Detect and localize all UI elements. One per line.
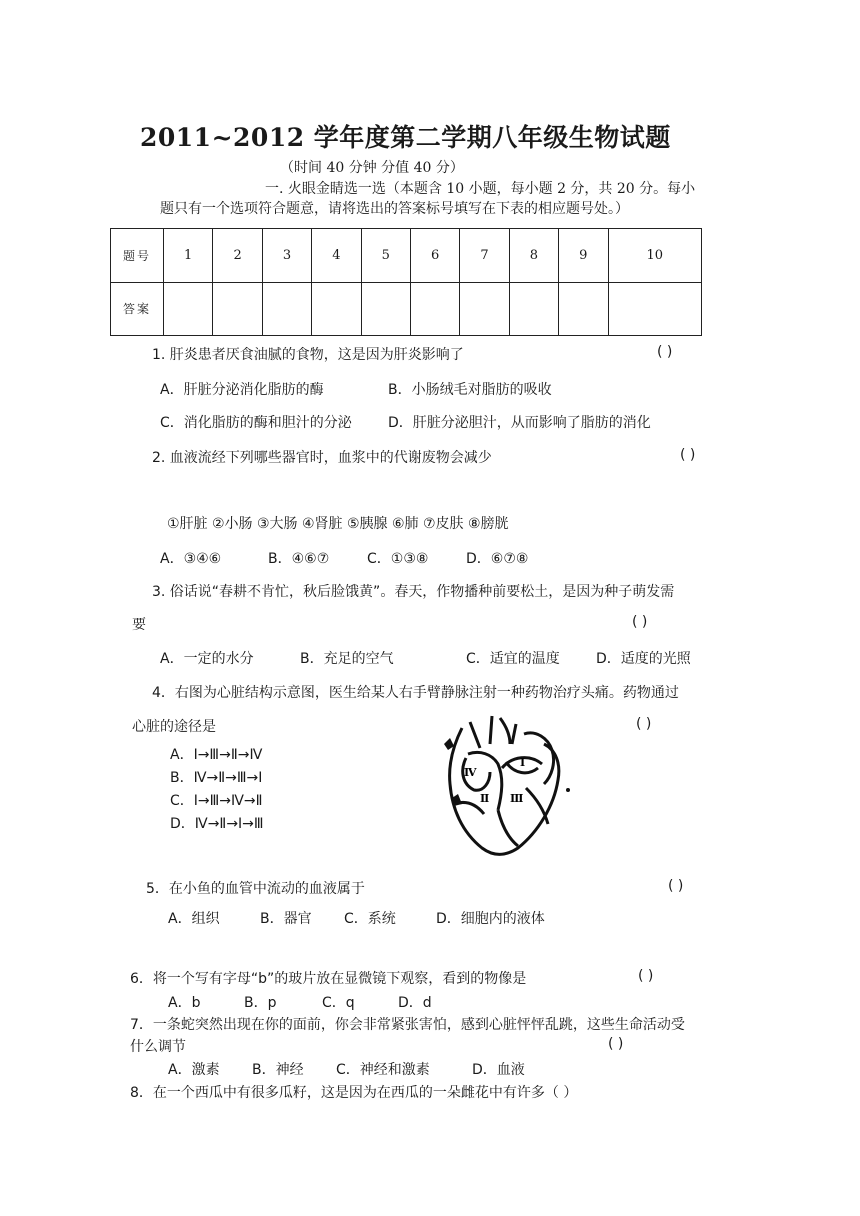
q5-option-c: C．系统 <box>344 911 396 927</box>
question-number-cell: 3 <box>262 229 311 283</box>
row-label-answer: 答案 <box>111 282 164 336</box>
row-label-number: 题号 <box>111 229 164 283</box>
q2-organ-list: ①肝脏 ②小肠 ③大肠 ④肾脏 ⑤胰腺 ⑥肺 ⑦皮肤 ⑧膀胱 <box>167 516 509 532</box>
q6-stem: 6．将一个写有字母“b”的玻片放在显微镜下观察，看到的物像是 <box>130 971 527 987</box>
q7-option-b: B．神经 <box>252 1062 304 1078</box>
q2-option-c: C．①③⑧ <box>367 551 429 567</box>
q1-option-b: B．小肠绒毛对脂肪的吸收 <box>388 382 552 398</box>
q1-option-c: C．消化脂肪的酶和胆汁的分泌 <box>160 415 352 431</box>
q3-option-a: A．一定的水分 <box>160 651 254 667</box>
q4-option-d: D．Ⅳ→Ⅱ→Ⅰ→Ⅲ <box>170 816 264 832</box>
q1-option-d: D．肝脏分泌胆汁，从而影响了脂肪的消化 <box>388 415 651 431</box>
answer-cell[interactable] <box>460 282 509 336</box>
answer-cell[interactable] <box>410 282 459 336</box>
answer-cell[interactable] <box>559 282 608 336</box>
q7-answer-blank[interactable]: ( ) <box>608 1036 624 1052</box>
q4-answer-blank[interactable]: ( ) <box>636 716 652 732</box>
q1-answer-blank[interactable]: ( ) <box>657 344 673 360</box>
answer-cell[interactable] <box>509 282 558 336</box>
heart-label-3: Ⅲ <box>510 792 524 805</box>
question-number-cell: 5 <box>361 229 410 283</box>
q8-stem: 8．在一个西瓜中有很多瓜籽，这是因为在西瓜的一朵雌花中有许多（ ） <box>130 1085 578 1101</box>
q7-option-c: C．神经和激素 <box>336 1062 430 1078</box>
q4-option-c: C．Ⅰ→Ⅲ→Ⅳ→Ⅱ <box>170 793 263 809</box>
q2-answer-blank[interactable]: ( ) <box>680 447 696 463</box>
answer-cell[interactable] <box>312 282 361 336</box>
exam-subtitle: （时间 40 分钟 分值 40 分） <box>280 160 464 176</box>
answer-table <box>110 228 702 336</box>
q6-option-b: B．p <box>244 995 277 1011</box>
q5-option-a: A．组织 <box>168 911 220 927</box>
exam-title: 2011~2012 学年度第二学期八年级生物试题 <box>140 123 671 152</box>
q4-stem-line1: 4．右图为心脏结构示意图，医生给某人右手臂静脉注射一种药物治疗头痛。药物通过 <box>152 685 679 701</box>
answer-table-answer-row <box>111 282 702 336</box>
q5-option-d: D．细胞内的液体 <box>436 911 545 927</box>
section-instructions-line1: 一. 火眼金睛选一选（本题含 10 小题，每小题 2 分，共 20 分。每小 <box>265 181 696 197</box>
question-number-cell: 9 <box>559 229 608 283</box>
heart-structure-diagram <box>440 714 574 860</box>
answer-cell[interactable] <box>262 282 311 336</box>
q6-option-a: A．b <box>168 995 201 1011</box>
question-number-cell: 2 <box>213 229 262 283</box>
section-instructions-line2: 题只有一个选项符合题意，请将选出的答案标号填写在下表的相应题号处。） <box>160 201 629 217</box>
q6-answer-blank[interactable]: ( ) <box>638 968 654 984</box>
answer-cell[interactable] <box>213 282 262 336</box>
q7-option-a: A．激素 <box>168 1062 220 1078</box>
q2-stem: 2. 血液流经下列哪些器官时，血浆中的代谢废物会减少 <box>152 450 492 466</box>
q5-stem: 5．在小鱼的血管中流动的血液属于 <box>146 881 365 897</box>
question-number-cell: 10 <box>608 229 701 283</box>
answer-cell[interactable] <box>164 282 213 336</box>
q2-option-a: A．③④⑥ <box>160 551 222 567</box>
q5-option-b: B．器官 <box>260 911 312 927</box>
q3-option-c: C．适宜的温度 <box>466 651 560 667</box>
q3-option-b: B．充足的空气 <box>300 651 394 667</box>
q7-stem-line1: 7．一条蛇突然出现在你的面前，你会非常紧张害怕，感到心脏怦怦乱跳，这些生命活动受 <box>130 1017 685 1033</box>
q3-option-d: D．适度的光照 <box>596 651 691 667</box>
q7-option-d: D．血液 <box>472 1062 525 1078</box>
q3-answer-blank[interactable]: ( ) <box>632 614 648 630</box>
q3-stem-line2: 要 <box>132 617 146 633</box>
q1-stem: 1. 肝炎患者厌食油腻的食物，这是因为肝炎影响了 <box>152 347 464 363</box>
q6-option-c: C．q <box>322 995 355 1011</box>
answer-cell[interactable] <box>608 282 701 336</box>
question-number-cell: 1 <box>164 229 213 283</box>
q2-option-d: D．⑥⑦⑧ <box>466 551 529 567</box>
q2-option-b: B．④⑥⑦ <box>268 551 330 567</box>
q6-option-d: D．d <box>398 995 432 1011</box>
q3-stem-line1: 3. 俗话说“春耕不肯忙，秋后脸饿黄”。春天，作物播种前要松土，是因为种子萌发需 <box>152 584 675 600</box>
heart-label-1: Ⅰ <box>520 756 526 769</box>
question-number-cell: 6 <box>410 229 459 283</box>
answer-cell[interactable] <box>361 282 410 336</box>
q1-option-a: A．肝脏分泌消化脂肪的酶 <box>160 382 324 398</box>
q4-option-b: B．Ⅳ→Ⅱ→Ⅲ→Ⅰ <box>170 770 263 786</box>
heart-label-4: Ⅳ <box>464 766 477 779</box>
answer-table-number-row <box>111 229 702 283</box>
question-number-cell: 8 <box>509 229 558 283</box>
heart-label-2: Ⅱ <box>480 792 490 805</box>
q7-stem-line2: 什么调节 <box>130 1039 186 1055</box>
question-number-cell: 4 <box>312 229 361 283</box>
q4-stem-line2: 心脏的途径是 <box>132 719 216 735</box>
q4-option-a: A．Ⅰ→Ⅲ→Ⅱ→Ⅳ <box>170 747 263 763</box>
question-number-cell: 7 <box>460 229 509 283</box>
q5-answer-blank[interactable]: ( ) <box>668 878 684 894</box>
